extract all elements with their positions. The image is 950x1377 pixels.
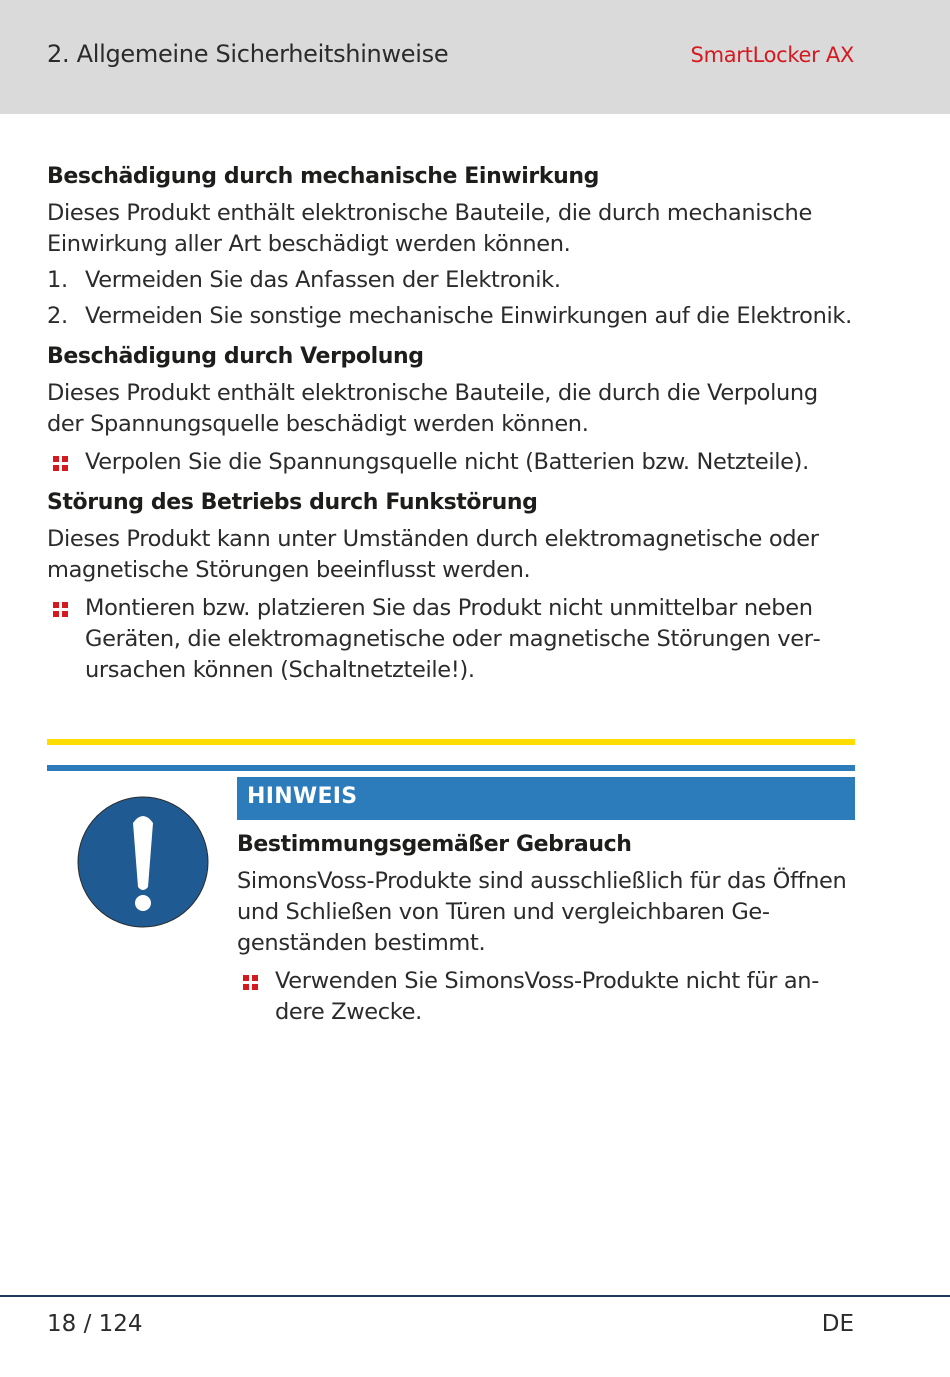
step-text: Vermeiden Sie das Anfassen der Elektronik. <box>85 267 561 293</box>
section-body: Dieses Produkt enthält elektronische Bauteile, die durch mechanische Einwirkung aller Art beschädigt werden können. <box>47 200 812 257</box>
exclamation-mark-icon <box>76 795 210 929</box>
step-number: 1. <box>47 267 68 293</box>
step-text: Vermeiden Sie sonstige mechanische Einwirkungen auf die Elektronik. <box>85 303 852 329</box>
section-body: Dieses Produkt kann unter Umständen durch elektromagnetische oder magnetische Störungen beeinflusst werden. <box>47 526 819 583</box>
section-divider <box>47 739 855 745</box>
section-heading: Beschädigung durch mechanische Einwirkung <box>47 164 599 189</box>
product-name: SmartLocker AX <box>690 43 854 67</box>
section-heading: Störung des Betriebs durch Funkstörung <box>47 490 538 515</box>
page-header <box>0 0 950 114</box>
footer-divider <box>0 1295 950 1297</box>
main-content <box>47 160 855 686</box>
notice-content <box>237 828 855 1028</box>
chapter-title: 2. Allgemeine Sicherheitshinweise <box>47 40 449 68</box>
bullet-icon <box>53 602 69 618</box>
notice-text: SimonsVoss-Produkte sind ausschließlich für das Öffnen und Schließen von Türen und vergleichbaren Gegenständen bestimmt. <box>237 868 847 956</box>
bullet-icon <box>53 456 69 472</box>
bullet-text: Verpolen Sie die Spannungsquelle nicht (Batterien bzw. Netzteile). <box>85 449 809 475</box>
list-item <box>47 265 855 296</box>
notice-banner <box>237 777 855 820</box>
page-number: 18 / 124 <box>47 1311 143 1337</box>
list-item <box>237 966 855 1028</box>
language-code: DE <box>821 1311 854 1337</box>
step-number: 2. <box>47 303 68 329</box>
notice-heading: Bestimmungsgemäßer Gebrauch <box>237 832 632 857</box>
bullet-text: Verwenden Sie SimonsVoss-Produkte nicht für andere Zwecke. <box>275 968 820 1025</box>
list-item <box>47 301 855 332</box>
notice-divider <box>47 765 855 771</box>
section-body: Dieses Produkt enthält elektronische Bauteile, die durch die Verpolung der Spannungsquelle beschädigt werden können. <box>47 380 818 437</box>
bullet-text: Montieren bzw. platzieren Sie das Produkt nicht unmittelbar neben Geräten, die elektromagnetische oder magnetische Störungen verursachen können (Schaltnetzteile!). <box>85 595 821 683</box>
section-heading: Beschädigung durch Verpolung <box>47 344 424 369</box>
notice-label: HINWEIS <box>247 784 358 809</box>
list-item <box>47 447 855 478</box>
bullet-icon <box>243 975 259 991</box>
list-item <box>47 593 855 686</box>
